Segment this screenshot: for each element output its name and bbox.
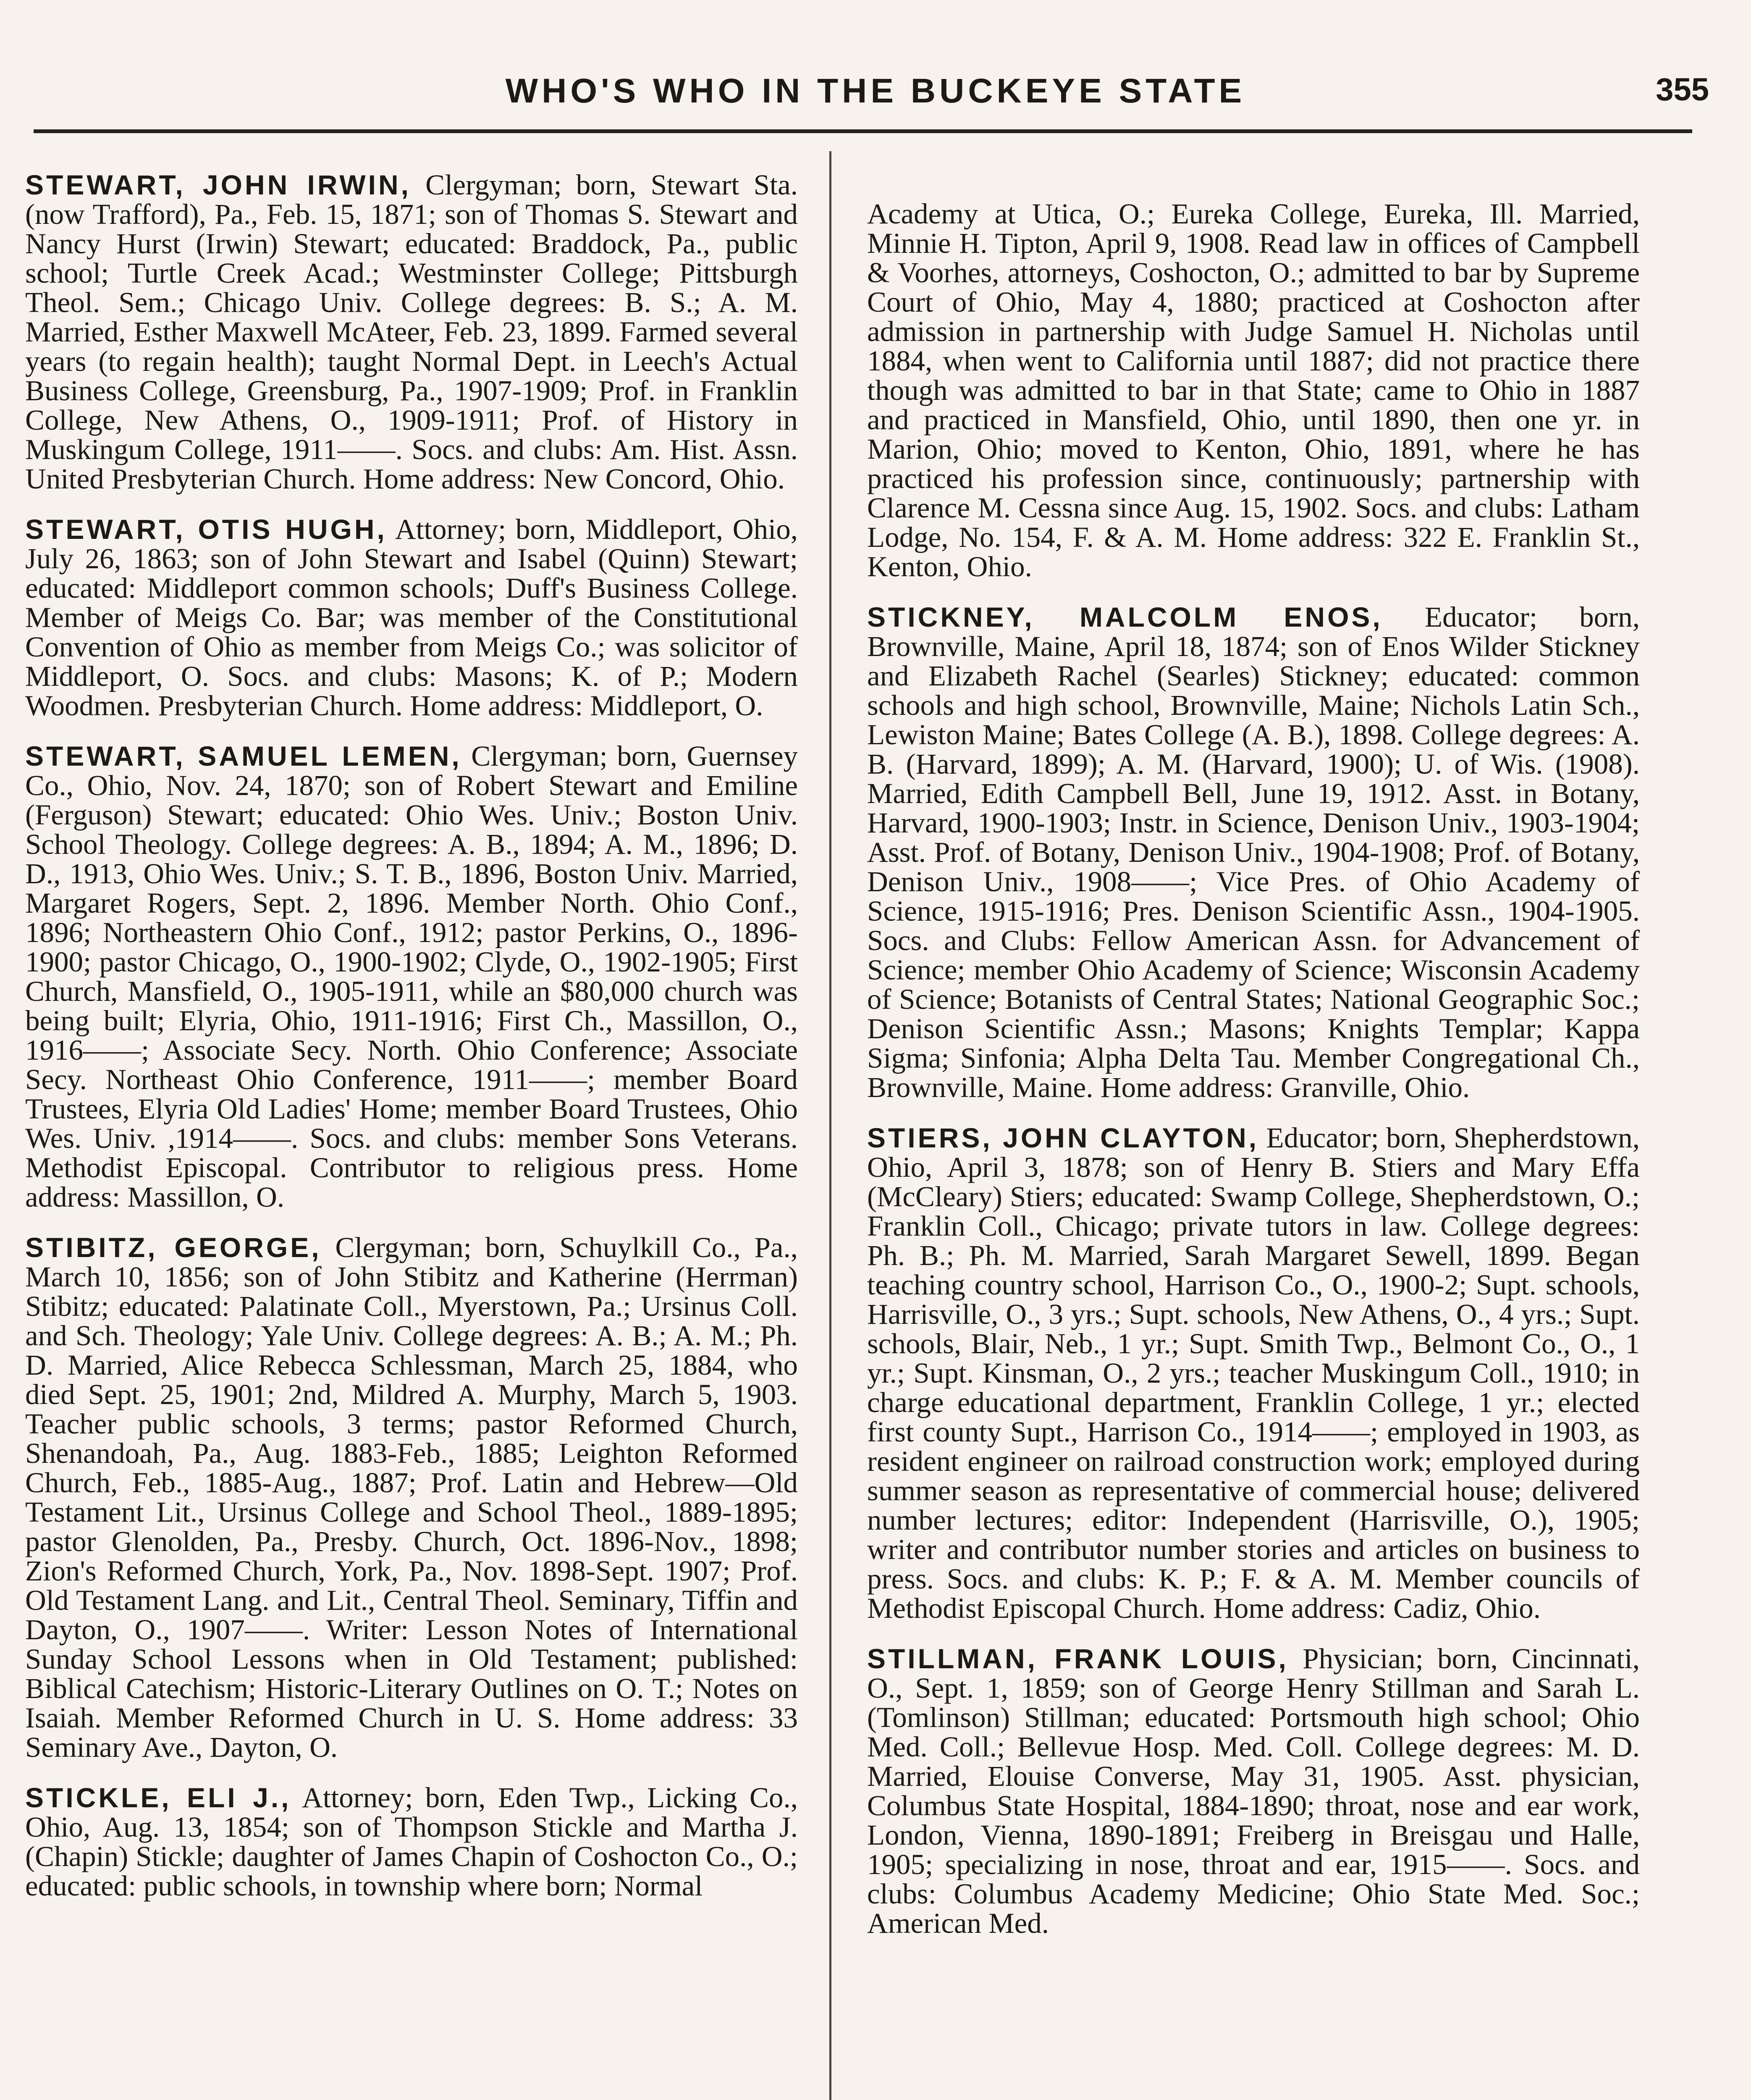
entry-text: Clergyman; born, Schuylkill Co., Pa., March 10, 1856; son of John Stibitz and Katherine (Herrman) Stibitz; educated: Palatinate Coll., Myerstown, Pa.; Ursinus Coll. and Sch. Theology; Yale Univ. College degrees: A. B.; A. M.; Ph. D. Married, Alice Rebecca Schlessman, March 25, 1884, who died Sept. 25, 1901; 2nd, Mildred A. Murphy, March 5, 1903. Teacher public schools, 3 terms; pastor Reformed Church, Shenandoah, Pa., Aug. 1883-Feb., 1885; Leighton Reformed Church, Feb., 1885-Aug., 1887; Prof. Latin and Hebrew—Old Testament Lit., Ursinus College and School Theol., 1889-1895; pastor Glenolden, Pa., Presby. Church, Oct. 1896-Nov., 1898; Zion's Reformed Church, York, Pa., Nov. 1898-Sept. 1907; Prof. Old Testament Lang. and Lit., Central Theol. Seminary, Tiffin and Dayton, O., 1907——. Writer: Lesson Notes of International Sunday School Lessons when in Old Testament; published: Biblical Catechism; Historic-Literary Outlines on O. T.; Notes on Isaiah. Member Reformed Church in U. S. Home address: 33 Seminary Ave., Dayton, O. — [25, 1231, 798, 1763]
running-header — [34, 63, 1717, 126]
entry-name: STEWART, OTIS HUGH, — [25, 514, 387, 545]
entry-text: Clergyman; born, Guernsey Co., Ohio, Nov. 24, 1870; son of Robert Stewart and Emiline (Ferguson) Stewart; educated: Ohio Wes. Univ.; Boston Univ. School Theology. College degrees: A. B., 1894; A. M., 1896; D. D., 1913, Ohio Wes. Univ.; S. T. B., 1896, Boston Univ. Married, Margaret Rogers, Sept. 2, 1896. Member North. Ohio Conf., 1896; Northeastern Ohio Conf., 1912; pastor Perkins, O., 1896-1900; pastor Chicago, O., 1900-1902; Clyde, O., 1902-1905; First Church, Mansfield, O., 1905-1911, while an $80,000 church was being built; Elyria, Ohio, 1911-1916; First Ch., Massillon, O., 1916——; Associate Secy. North. Ohio Conference; Associate Secy. Northeast Ohio Conference, 1911——; member Board Trustees, Elyria Old Ladies' Home; member Board Trustees, Ohio Wes. Univ. ,1914——. Socs. and clubs: member Sons Veterans. Methodist Episcopal. Contributor to religious press. Home address: Massillon, O. — [25, 740, 798, 1213]
entry-name: STIBITZ, GEORGE, — [25, 1232, 322, 1263]
biography-entry — [867, 1123, 1640, 1623]
header-rule — [34, 129, 1692, 133]
page-title: WHO'S WHO IN THE BUCKEYE STATE — [505, 72, 1246, 110]
entry-text: Clergyman; born, Stewart Sta. (now Trafford), Pa., Feb. 15, 1871; son of Thomas S. Stewart and Nancy Hurst (Irwin) Stewart; educated: Braddock, Pa., public school; Turtle Creek Acad.; Westminster College; Pittsburgh Theol. Sem.; Chicago Univ. College degrees: B. S.; A. M. Married, Esther Maxwell McAteer, Feb. 23, 1899. Farmed several years (to regain health); taught Normal Dept. in Leech's Actual Business College, Greensburg, Pa., 1907-1909; Prof. in Franklin College, New Athens, O., 1909-1911; Prof. of History in Muskingum College, 1911——. Socs. and clubs: Am. Hist. Assn. United Presbyterian Church. Home address: New Concord, Ohio. — [25, 169, 798, 495]
biography-entry — [25, 514, 798, 720]
entry-name: STIERS, JOHN CLAYTON, — [867, 1122, 1259, 1153]
entry-name: STICKLE, ELI J., — [25, 1782, 291, 1813]
entry-name: STEWART, SAMUEL LEMEN, — [25, 740, 462, 772]
continued-entry-text: Academy at Utica, O.; Eureka College, Eureka, Ill. Married, Minnie H. Tipton, April 9, 1908. Read law in offices of Campbell & Voorhes, attorneys, Coshocton, O.; admitted to bar by Supreme Court of Ohio, May 4, 1880; practiced at Coshocton after admission in partnership with Judge Samuel H. Nicholas until 1884, when went to California until 1887; did not practice there though was admitted to bar in that State; came to Ohio in 1887 and practiced in Mansfield, Ohio, until 1890, then one yr. in Marion, Ohio; moved to Kenton, Ohio, 1891, where he has practiced his profession since, continuously; partnership with Clarence M. Cessna since Aug. 15, 1902. Socs. and clubs: Latham Lodge, No. 154, F. & A. M. Home address: 322 E. Franklin St., Kenton, Ohio. — [867, 198, 1640, 583]
biography-entry — [25, 1783, 798, 1900]
page-number: 355 — [1656, 72, 1709, 108]
right-column — [867, 170, 1640, 1959]
biography-entry — [25, 1233, 798, 1762]
entry-name: STICKNEY, MALCOLM ENOS, — [867, 601, 1383, 633]
entry-text: Physician; born, Cincinnati, O., Sept. 1, 1859; son of George Henry Stillman and Sarah L. (Tomlinson) Stillman; educated: Portsmouth high school; Ohio Med. Coll.; Bellevue Hosp. Med. Coll. College degrees: M. D. Married, Elouise Converse, May 31, 1905. Asst. physician, Columbus State Hospital, 1884-1890; throat, nose and ear work, London, Vienna, 1890-1891; Freiberg in Breisgau und Halle, 1905; specializing in nose, throat and ear, 1915——. Socs. and clubs: Columbus Academy Medicine; Ohio State Med. Soc.; American Med. — [867, 1643, 1640, 1939]
biography-entry — [25, 741, 798, 1212]
left-column — [25, 170, 798, 1922]
biography-entry — [867, 602, 1640, 1102]
entry-name: STILLMAN, FRANK LOUIS, — [867, 1643, 1289, 1674]
column-divider — [829, 151, 831, 2100]
entry-text: Attorney; born, Middleport, Ohio, July 26, 1863; son of John Stewart and Isabel (Quinn) Stewart; educated: Middleport common schools; Duff's Business College. Member of Meigs Co. Bar; was member of the Constitutional Convention of Ohio as member from Meigs Co.; was solicitor of Middleport, O. Socs. and clubs: Masons; K. of P.; Modern Woodmen. Presbyterian Church. Home address: Middleport, O. — [25, 513, 798, 722]
entry-name: STEWART, JOHN IRWIN, — [25, 169, 411, 200]
entry-text: Attorney; born, Eden Twp., Licking Co., Ohio, Aug. 13, 1854; son of Thompson Stickle and Martha J. (Chapin) Stickle; daughter of James Chapin of Coshocton Co., O.; educated: public schools, in township where born; Normal — [25, 1782, 798, 1902]
biography-entry — [25, 170, 798, 494]
biography-entry — [867, 1644, 1640, 1938]
entry-text: Educator; born, Shepherdstown, Ohio, April 3, 1878; son of Henry B. Stiers and Mary Effa (McCleary) Stiers; educated: Swamp College, Shepherdstown, O.; Franklin Coll., Chicago; private tutors in law. College degrees: Ph. B.; Ph. M. Married, Sarah Margaret Sewell, 1899. Began teaching country school, Harrison Co., O., 1900-2; Supt. schools, Harrisville, O., 3 yrs.; Supt. schools, New Athens, O., 4 yrs.; Supt. schools, Blair, Neb., 1 yr.; Supt. Smith Twp., Belmont Co., O., 1 yr.; Supt. Kinsman, O., 2 yrs.; teacher Muskingum Coll., 1910; in charge educational department, Franklin College, 1 yr.; elected first county Supt., Harrison Co., 1914——; employed in 1903, as resident engineer on railroad construction work; employed during summer season as representative of commercial house; delivered number lectures; editor: Independent (Harrisville, O.), 1905; writer and contributor number stories and articles on business to press. Socs. and clubs: K. P.; F. & A. M. Member councils of Methodist Episcopal Church. Home address: Cadiz, Ohio. — [867, 1122, 1640, 1624]
entry-text: Educator; born, Brownville, Maine, April 18, 1874; son of Enos Wilder Stickney and Elizabeth Rachel (Searles) Stickney; educated: common schools and high school, Brownville, Maine; Nichols Latin Sch., Lewiston Maine; Bates College (A. B.), 1898. College degrees: A. B. (Harvard, 1899); A. M. (Harvard, 1900); U. of Wis. (1908). Married, Edith Campbell Bell, June 19, 1912. Asst. in Botany, Harvard, 1900-1903; Instr. in Science, Denison Univ., 1903-1904; Asst. Prof. of Botany, Denison Univ., 1904-1908; Prof. of Botany, Denison Univ., 1908——; Vice Pres. of Ohio Academy of Science, 1915-1916; Pres. Denison Scientific Assn., 1904-1905. Socs. and Clubs: Fellow American Assn. for Advancement of Science; member Ohio Academy of Science; Wisconsin Academy of Science; Botanists of Central States; National Geographic Soc.; Denison Scientific Assn.; Masons; Knights Templar; Kappa Sigma; Sinfonia; Alpha Delta Tau. Member Congregational Ch., Brownville, Maine. Home address: Granville, Ohio. — [867, 601, 1640, 1103]
